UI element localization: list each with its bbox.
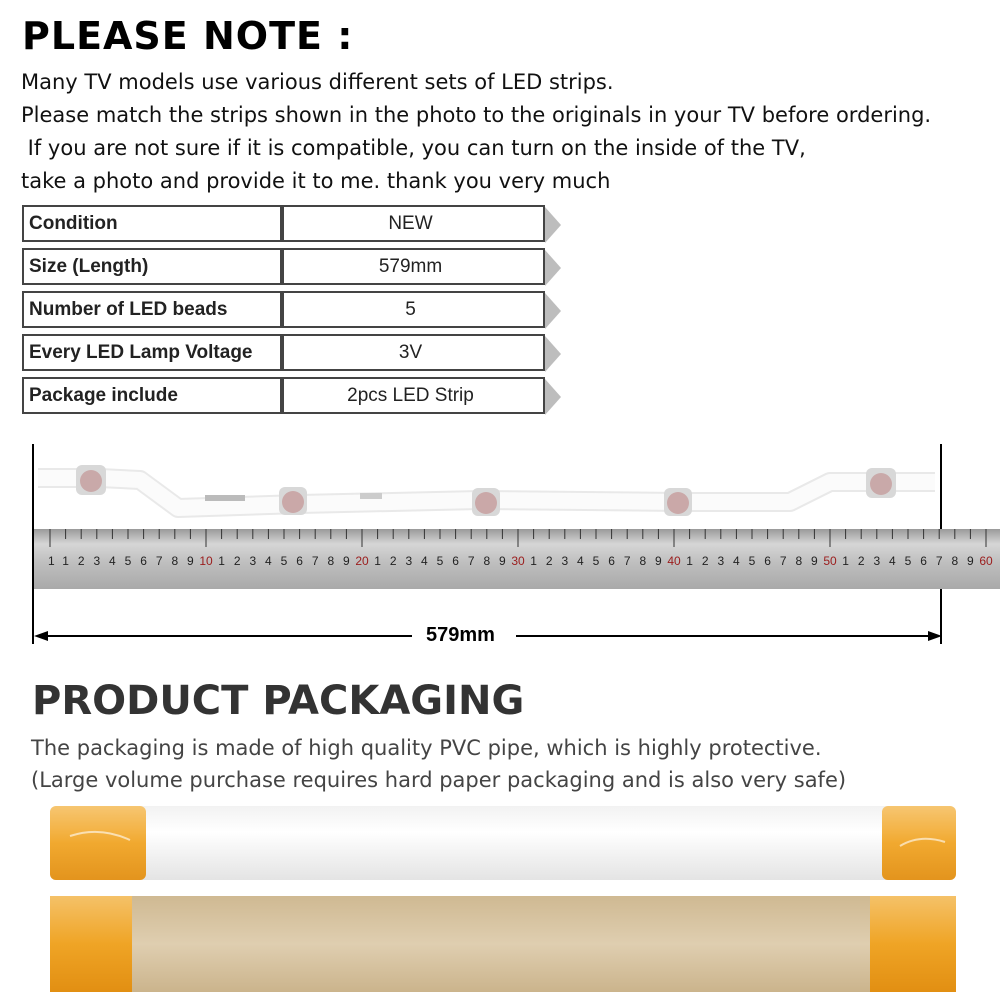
ruler-minor-label: 3 (249, 554, 257, 568)
spec-value: 2pcs LED Strip (282, 377, 545, 414)
ruler-scale (34, 529, 1000, 589)
ruler-major-label: 20 (355, 554, 369, 568)
ruler-minor-label: 6 (608, 554, 615, 568)
packaging-line-2: (Large volume purchase requires hard paper packaging and is also very safe) (31, 768, 847, 792)
ruler-minor-label: 6 (920, 554, 927, 568)
ruler-minor-label: 1 (48, 554, 55, 568)
ruler-minor-label: 2 (701, 554, 709, 568)
ruler-minor-label: 4 (265, 554, 272, 568)
ruler-minor-label: 8 (327, 554, 335, 568)
ruler-minor-label: 4 (889, 554, 896, 568)
led-bead-1 (76, 465, 106, 495)
ruler-minor-label: 7 (623, 554, 631, 568)
ruler-minor-label: 4 (421, 554, 428, 568)
ruler-minor-label: 1 (374, 554, 381, 568)
ruler-minor-label: 6 (452, 554, 459, 568)
ruler-minor-label: 8 (483, 554, 491, 568)
ruler-minor-label: 7 (935, 554, 943, 568)
packaging-line-1: The packaging is made of high quality PVC pipe, which is highly protective. (31, 736, 822, 760)
ruler-minor-label: 8 (639, 554, 647, 568)
dimension-label: 579mm (420, 624, 501, 647)
led-bead-2 (279, 487, 307, 515)
ruler-minor-label: 2 (233, 554, 241, 568)
paper-packaging-image (50, 896, 956, 992)
ruler-minor-label: 7 (311, 554, 319, 568)
ruler-minor-label: 7 (779, 554, 787, 568)
ruler-minor-label: 3 (93, 554, 101, 568)
ruler-major-label: 40 (667, 554, 681, 568)
ruler-minor-label: 9 (499, 554, 506, 568)
ruler-minor-label: 6 (764, 554, 771, 568)
spec-label: Size (Length) (22, 248, 282, 285)
pvc-tube-image (50, 806, 956, 880)
ruler-major-label: 50 (823, 554, 837, 568)
ruler-minor-label: 5 (592, 554, 600, 568)
ruler-minor-label: 4 (733, 554, 740, 568)
spec-label: Every LED Lamp Voltage (22, 334, 282, 371)
led-bead-4 (664, 488, 692, 516)
ruler-major-label: 30 (511, 554, 525, 568)
tape-left (50, 896, 132, 992)
spec-label: Condition (22, 205, 282, 242)
spec-value: 5 (282, 291, 545, 328)
ruler-minor-label: 2 (545, 554, 553, 568)
led-bead-5 (866, 468, 896, 498)
ruler-minor-label: 9 (811, 554, 818, 568)
note-line-4: take a photo and provide it to me. thank you very much (21, 169, 611, 193)
ruler-minor-label: 8 (795, 554, 803, 568)
spec-label: Package include (22, 377, 282, 414)
ruler (34, 529, 1000, 589)
note-line-1: Many TV models use various different sets of LED strips. (21, 70, 614, 94)
ruler-minor-label: 7 (467, 554, 475, 568)
ruler-minor-label: 1 (842, 554, 849, 568)
note-line-3: If you are not sure if it is compatible, you can turn on the inside of the TV, (21, 136, 806, 160)
ruler-minor-label: 4 (109, 554, 116, 568)
packaging-heading: PRODUCT PACKAGING (32, 678, 525, 724)
ruler-minor-label: 5 (124, 554, 132, 568)
spec-value: 3V (282, 334, 545, 371)
ruler-minor-label: 1 (530, 554, 537, 568)
ruler-minor-label: 2 (857, 554, 865, 568)
ruler-minor-label: 8 (951, 554, 959, 568)
ruler-minor-label: 2 (77, 554, 85, 568)
tape-right (870, 896, 956, 992)
ruler-minor-label: 5 (280, 554, 288, 568)
ruler-minor-label: 3 (717, 554, 725, 568)
tape-right (882, 806, 956, 880)
ruler-minor-label: 2 (389, 554, 397, 568)
led-bead-3 (472, 488, 500, 516)
ruler-minor-label: 1 (62, 554, 69, 568)
ruler-minor-label: 3 (873, 554, 881, 568)
ruler-minor-label: 6 (296, 554, 303, 568)
tape-left (50, 806, 146, 880)
note-heading: PLEASE NOTE : (22, 14, 354, 58)
ruler-minor-label: 3 (561, 554, 569, 568)
ruler-minor-label: 5 (904, 554, 912, 568)
ruler-minor-label: 8 (171, 554, 179, 568)
ruler-minor-label: 9 (343, 554, 350, 568)
ruler-minor-label: 9 (187, 554, 194, 568)
ruler-minor-label: 7 (155, 554, 163, 568)
ruler-minor-label: 1 (686, 554, 693, 568)
ruler-minor-label: 5 (748, 554, 756, 568)
note-line-2: Please match the strips shown in the photo to the originals in your TV before ordering. (21, 103, 932, 127)
ruler-minor-label: 1 (218, 554, 225, 568)
ruler-minor-label: 3 (405, 554, 413, 568)
ruler-minor-label: 6 (140, 554, 147, 568)
spec-label: Number of LED beads (22, 291, 282, 328)
ruler-major-label: 60 (979, 554, 993, 568)
spec-value: 579mm (282, 248, 545, 285)
ruler-major-label: 10 (199, 554, 213, 568)
spec-value: NEW (282, 205, 545, 242)
ruler-minor-label: 9 (967, 554, 974, 568)
ruler-minor-label: 4 (577, 554, 584, 568)
ruler-minor-label: 5 (436, 554, 444, 568)
ruler-minor-label: 9 (655, 554, 662, 568)
